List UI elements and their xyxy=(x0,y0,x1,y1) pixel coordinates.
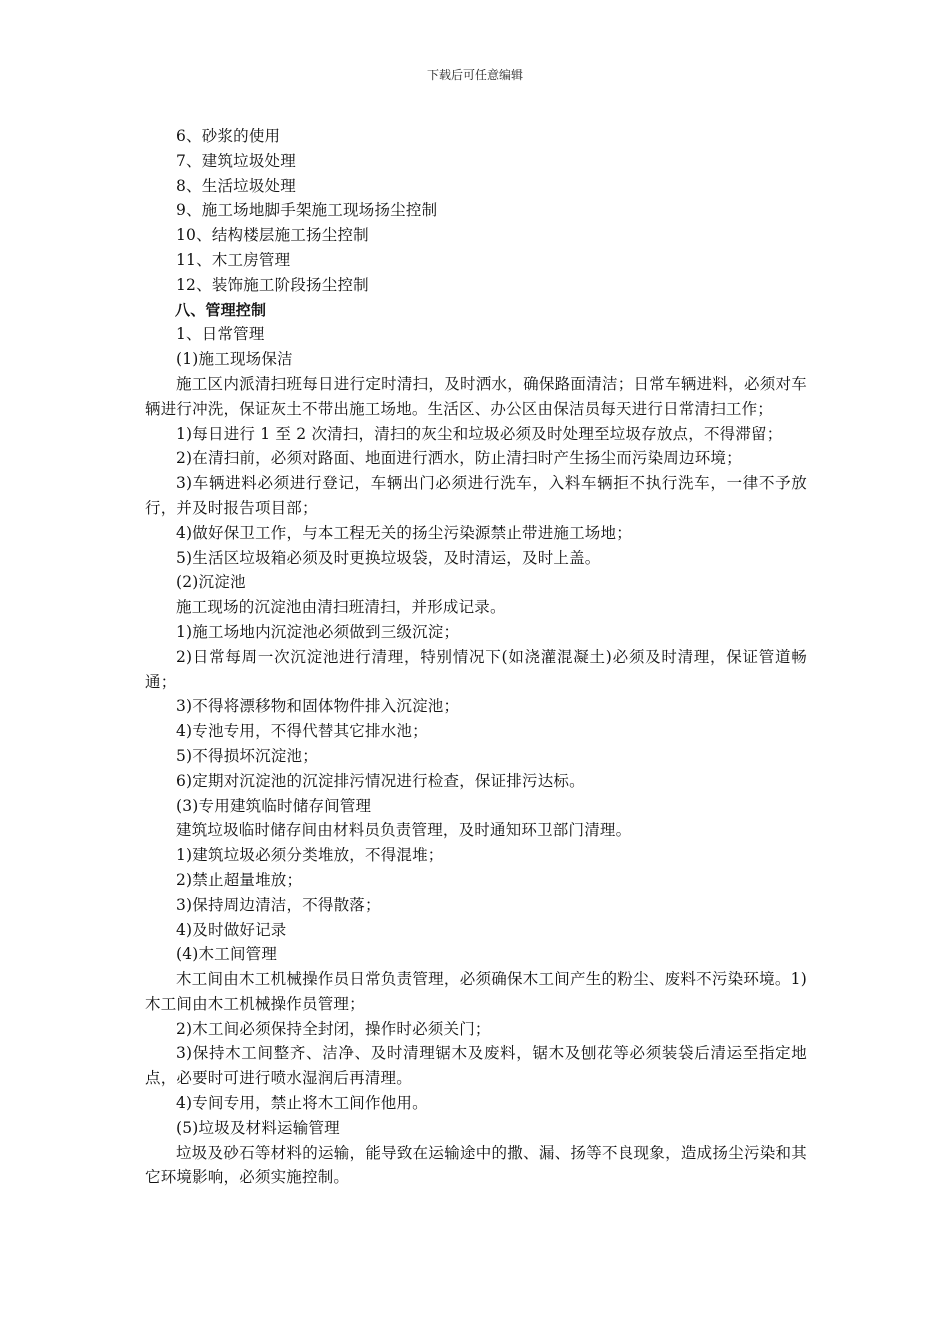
paragraph: 2)日常每周一次沉淀池进行清理，特别情况下(如浇灌混凝土)必须及时清理，保证管道畅通； xyxy=(145,647,807,691)
paragraph: 垃圾及砂石等材料的运输，能导致在运输途中的撒、漏、扬等不良现象，造成扬尘污染和其它环境影响，必须实施控制。 xyxy=(145,1143,807,1187)
paragraph: 施工区内派清扫班每日进行定时清扫，及时洒水，确保路面清洁；日常车辆进料，必须对车辆进行冲洗，保证灰土不带出施工场地。生活区、办公区由保洁员每天进行日常清扫工作； xyxy=(145,374,807,418)
paragraph: 建筑垃圾临时储存间由材料员负责管理，及时通知环卫部门清理。 xyxy=(176,821,632,840)
paragraph: 3)保持木工间整齐、洁净、及时清理锯木及废料，锯木及刨花等必须装袋后清运至指定地点，必要时可进行喷水湿润后再清理。 xyxy=(145,1044,807,1088)
paragraph: 5)不得损坏沉淀池； xyxy=(176,746,318,765)
page-header: 下载后可任意编辑 xyxy=(426,68,523,82)
paragraph: 施工现场的沉淀池由清扫班清扫，并形成记录。 xyxy=(176,598,506,617)
paragraph: (3)专用建筑临时储存间管理 xyxy=(176,796,372,815)
paragraph: 6)定期对沉淀池的沉淀排污情况进行检查，保证排污达标。 xyxy=(176,771,585,790)
paragraph: (2)沉淀池 xyxy=(176,573,246,592)
paragraph: 8、生活垃圾处理 xyxy=(176,176,296,195)
paragraph: 3)保持周边清洁，不得散落； xyxy=(176,895,381,914)
paragraph: 2)在清扫前，必须对路面、地面进行洒水，防止清扫时产生扬尘而污染周边环境； xyxy=(176,449,742,468)
section-heading: 八、管理控制 xyxy=(175,300,267,319)
paragraph: 4)专间专用，禁止将木工间作他用。 xyxy=(176,1094,428,1113)
paragraph: 2)木工间必须保持全封闭，操作时必须关门； xyxy=(176,1019,491,1038)
paragraph: 11、木工房管理 xyxy=(176,250,291,269)
paragraph: 3)车辆进料必须进行登记，车辆出门必须进行洗车，入料车辆拒不执行洗车，一律不予放行，并及时报告项目部； xyxy=(145,474,807,517)
paragraph: 4)及时做好记录 xyxy=(176,920,287,939)
paragraph: 2)禁止超量堆放； xyxy=(176,870,303,889)
paragraph: 6、砂浆的使用 xyxy=(176,127,281,145)
paragraph: 1)建筑垃圾必须分类堆放，不得混堆； xyxy=(176,846,444,865)
paragraph: 4)专池专用，不得代替其它排水池； xyxy=(176,722,428,741)
paragraph: 9、施工场地脚手架施工现场扬尘控制 xyxy=(176,201,438,220)
paragraph: (4)木工间管理 xyxy=(176,945,278,964)
paragraph: 4)做好保卫工作，与本工程无关的扬尘污染源禁止带进施工场地； xyxy=(176,523,632,542)
paragraph: 1)施工场地内沉淀池必须做到三级沉淀； xyxy=(176,622,460,641)
paragraph: 10、结构楼层施工扬尘控制 xyxy=(176,226,369,245)
paragraph: 1、日常管理 xyxy=(176,325,265,344)
paragraph: 5)生活区垃圾箱必须及时更换垃圾袋，及时清运，及时上盖。 xyxy=(176,548,601,567)
paragraph: 12、装饰施工阶段扬尘控制 xyxy=(176,275,369,294)
paragraph: 木工间由木工机械操作员日常负责管理，必须确保木工间产生的粉尘、废料不污染环境。1)木工间由木工机械操作员管理； xyxy=(145,970,807,1013)
paragraph: 3)不得将漂移物和固体物件排入沉淀池； xyxy=(176,697,460,716)
paragraph: 7、建筑垃圾处理 xyxy=(176,151,296,170)
document-body xyxy=(145,124,807,1190)
paragraph: (1)施工现场保洁 xyxy=(176,350,293,369)
paragraph: (5)垃圾及材料运输管理 xyxy=(176,1118,340,1137)
paragraph: 1)每日进行 1 至 2 次清扫，清扫的灰尘和垃圾必须及时处理至垃圾存放点，不得滞留； xyxy=(176,424,783,443)
